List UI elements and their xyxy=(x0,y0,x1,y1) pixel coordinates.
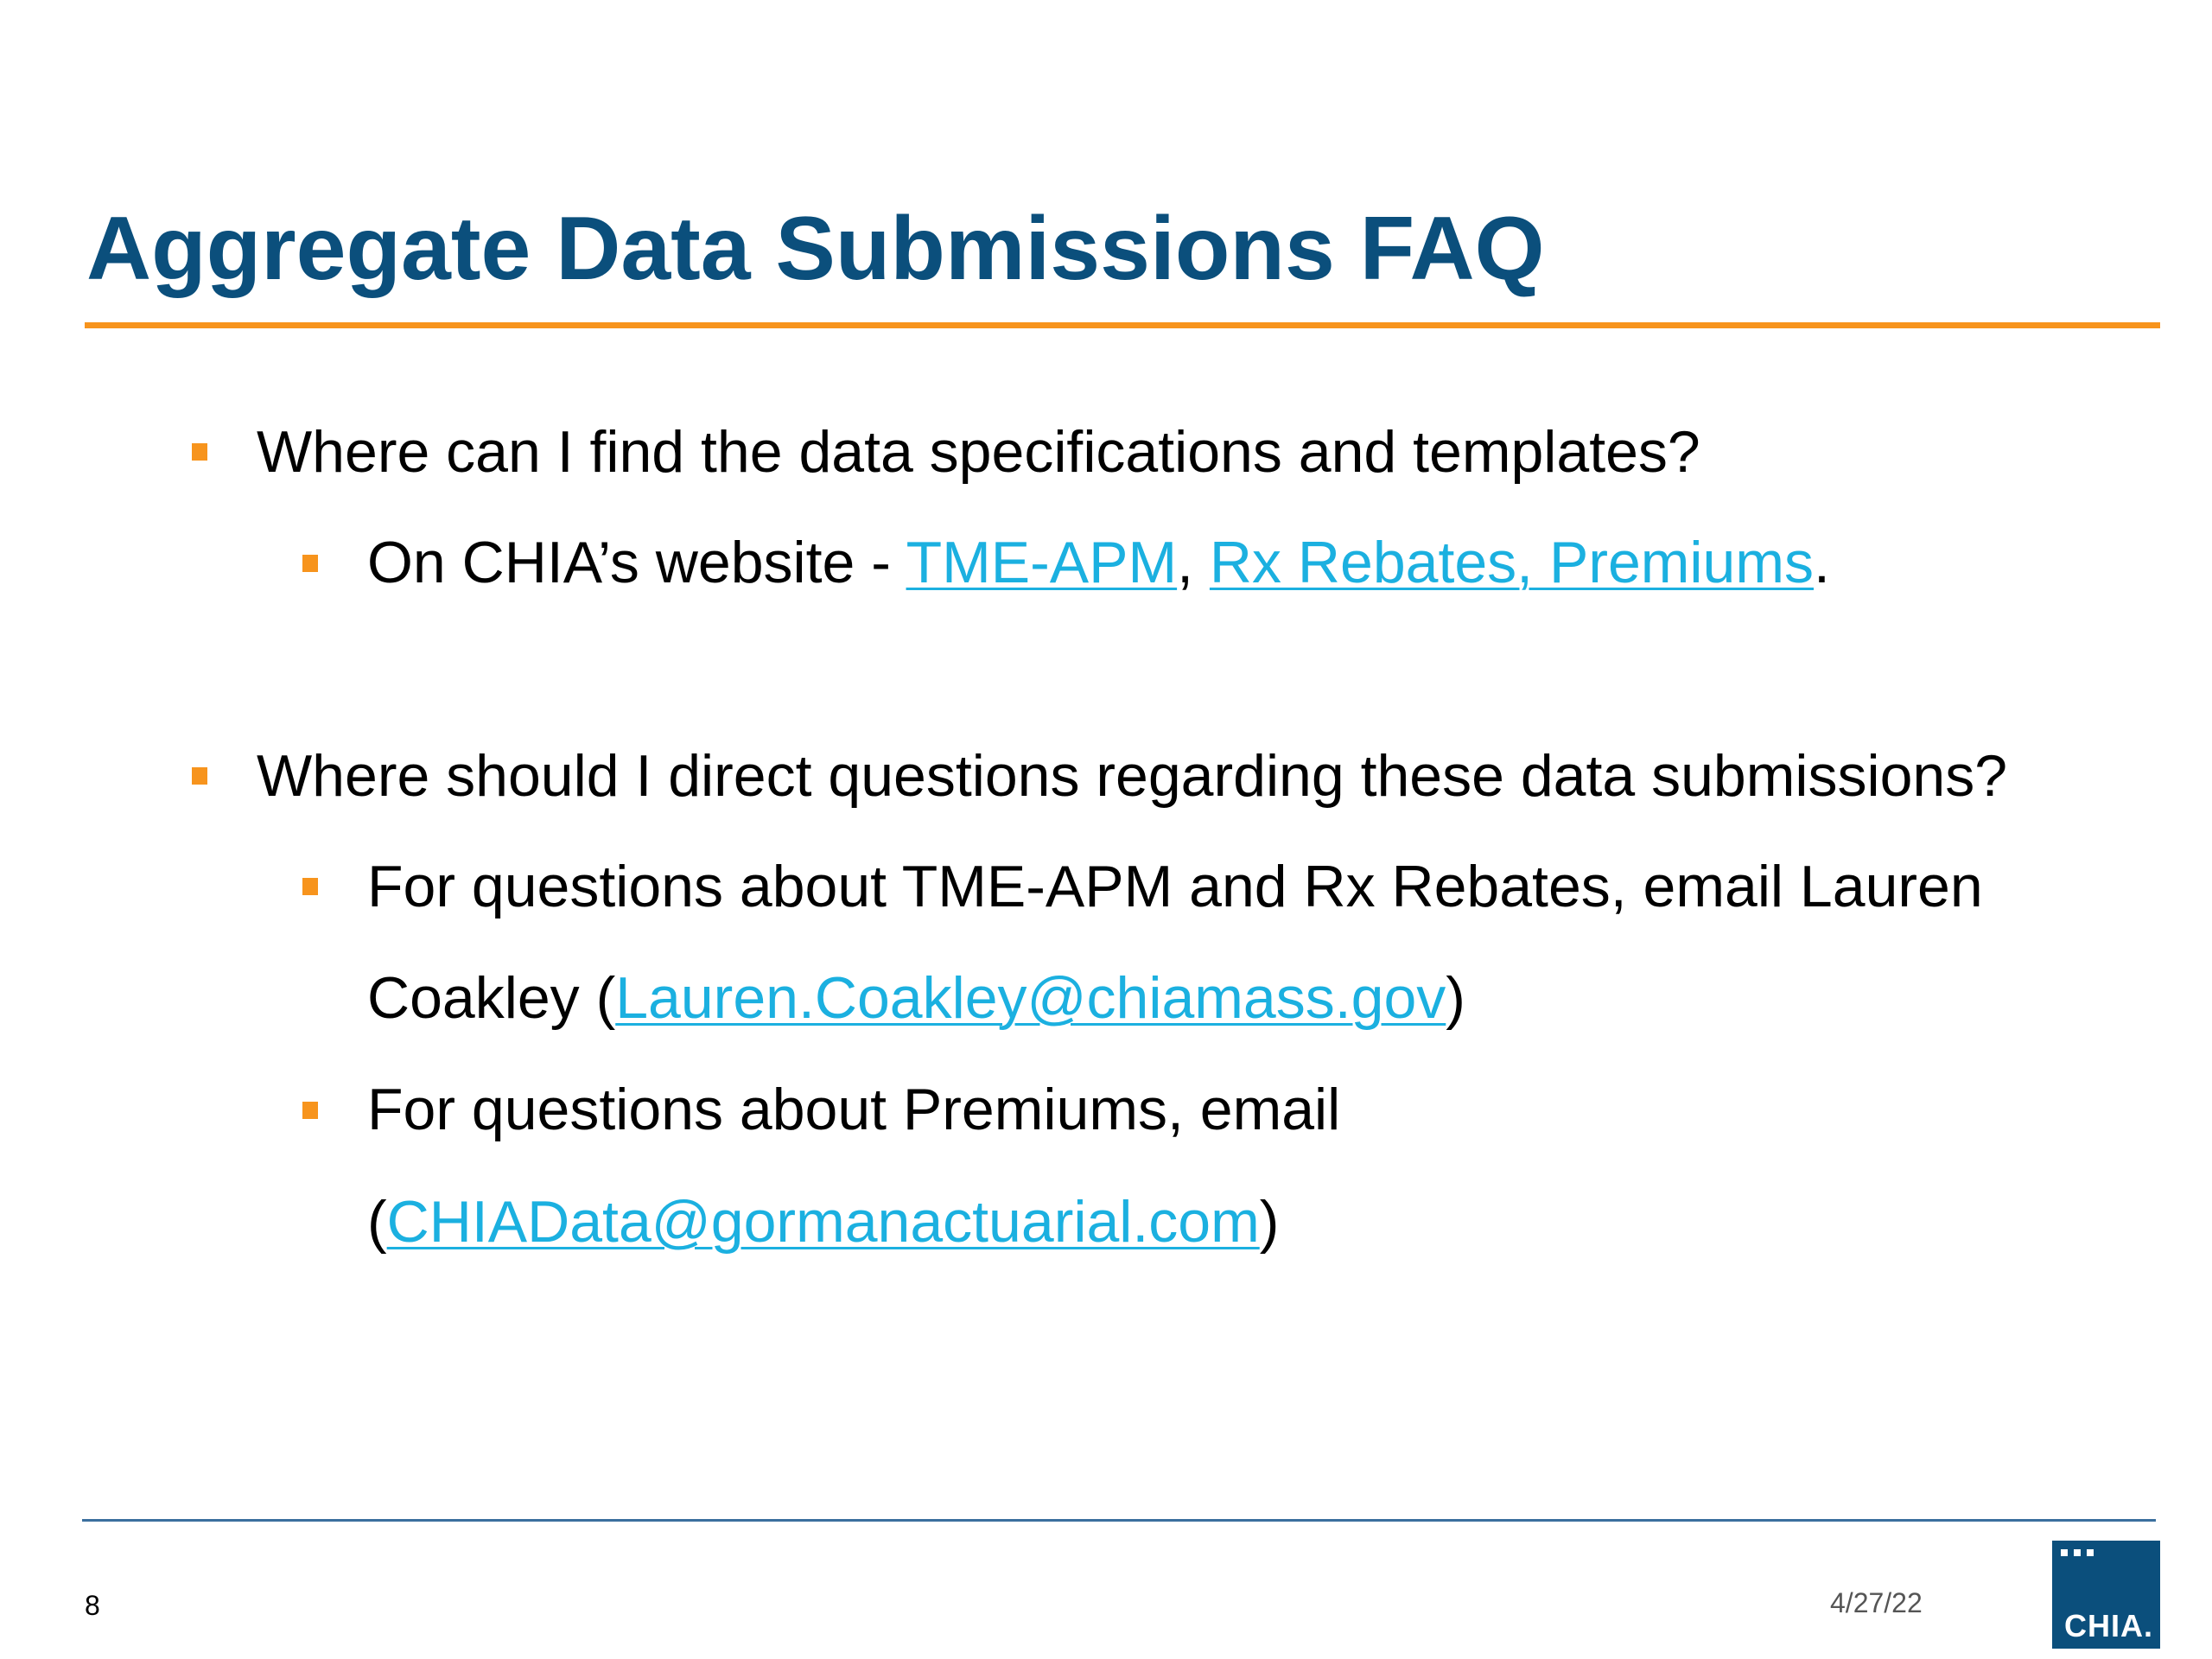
logo-dots-icon xyxy=(2061,1549,2094,1556)
faq-answer-3-line-1: For questions about Premiums, email xyxy=(367,1077,1341,1142)
slide-title: Aggregate Data Submissions FAQ xyxy=(86,199,1545,299)
page-number: 8 xyxy=(85,1590,100,1621)
answer-text-end: ) xyxy=(1259,1189,1280,1255)
answer-text: On CHIA’s website - xyxy=(367,530,906,595)
bullet-square-icon xyxy=(192,767,207,785)
footer-divider xyxy=(82,1519,2156,1522)
chia-logo xyxy=(2052,1541,2160,1649)
bullet-square-icon xyxy=(302,1102,318,1119)
answer-text-end: . xyxy=(1814,530,1830,595)
separator-text: , xyxy=(1177,530,1210,595)
lauren-coakley-email-link[interactable]: Lauren.Coakley@chiamass.gov xyxy=(615,965,1446,1031)
rx-rebates-premiums-link[interactable]: Rx Rebates, Premiums xyxy=(1209,530,1814,595)
tme-apm-link[interactable]: TME-APM xyxy=(906,530,1178,595)
chia-data-email-link[interactable]: CHIAData@gormanactuarial.com xyxy=(386,1189,1260,1255)
answer-text: Coakley ( xyxy=(367,965,616,1031)
faq-answer-3-line-2 xyxy=(367,1187,1279,1256)
title-divider xyxy=(85,322,2160,328)
bullet-square-icon xyxy=(192,443,207,461)
answer-text: ( xyxy=(367,1189,387,1255)
faq-question-1: Where can I find the data specifications and templates? xyxy=(257,419,1700,485)
faq-answer-1 xyxy=(367,528,1830,597)
footer-date: 4/27/22 xyxy=(1830,1587,1923,1618)
faq-answer-2-line-1: For questions about TME-APM and Rx Rebates, email Lauren xyxy=(367,854,1983,919)
bullet-square-icon xyxy=(302,555,318,572)
bullet-square-icon xyxy=(302,878,318,895)
faq-answer-2-line-2 xyxy=(367,963,1465,1033)
logo-text: CHIA. xyxy=(2064,1608,2153,1643)
answer-text-end: ) xyxy=(1446,965,1465,1031)
faq-question-2: Where should I direct questions regarding these data submissions? xyxy=(257,743,2008,809)
